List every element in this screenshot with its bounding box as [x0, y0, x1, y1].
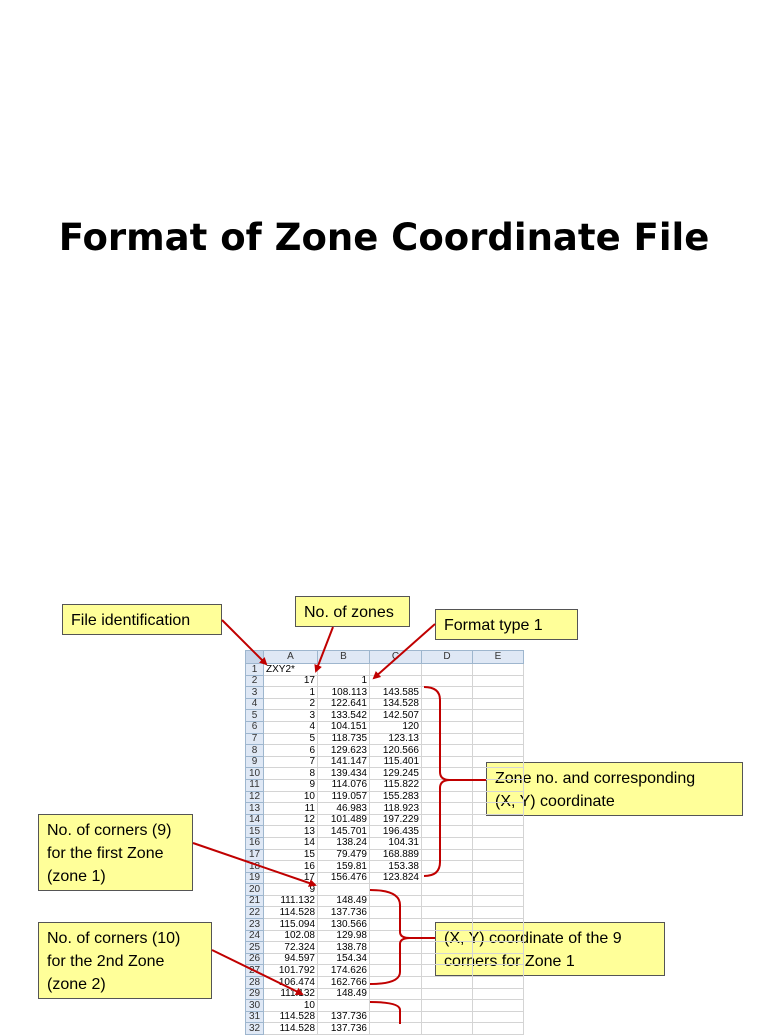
cell[interactable]: 141.147 [318, 756, 370, 768]
cell[interactable] [473, 837, 524, 849]
table-row [246, 861, 524, 873]
column-header-a[interactable]: A [264, 651, 318, 664]
cell[interactable] [473, 884, 524, 896]
cell[interactable] [422, 1011, 473, 1023]
table-row [246, 919, 524, 931]
row-header[interactable]: 7 [246, 733, 264, 745]
row-header[interactable]: 28 [246, 977, 264, 989]
row-header[interactable]: 10 [246, 768, 264, 780]
table-row [246, 930, 524, 942]
cell[interactable] [370, 675, 422, 687]
row-header[interactable]: 32 [246, 1023, 264, 1035]
row-header[interactable]: 31 [246, 1011, 264, 1023]
cell[interactable] [473, 1000, 524, 1012]
cell[interactable]: 9 [264, 884, 318, 896]
cell[interactable] [473, 965, 524, 977]
cell[interactable] [422, 826, 473, 838]
column-header-b[interactable]: B [318, 651, 370, 664]
cell[interactable] [422, 791, 473, 803]
cell[interactable]: 15 [264, 849, 318, 861]
callout-format-type [435, 609, 578, 640]
row-header[interactable]: 18 [246, 861, 264, 873]
cell[interactable] [370, 965, 422, 977]
cell[interactable] [370, 1023, 422, 1035]
table-row [246, 698, 524, 710]
row-header[interactable]: 23 [246, 919, 264, 931]
cell[interactable] [473, 791, 524, 803]
cell[interactable]: 1 [264, 687, 318, 699]
cell[interactable] [473, 803, 524, 815]
table-row [246, 1011, 524, 1023]
cell[interactable]: 114.528 [264, 1011, 318, 1023]
cell[interactable]: 162.766 [318, 977, 370, 989]
cell[interactable] [422, 803, 473, 815]
cell[interactable]: 108.113 [318, 687, 370, 699]
table-row [246, 664, 524, 676]
column-header-e[interactable]: E [473, 651, 524, 664]
cell[interactable]: 2 [264, 698, 318, 710]
cell[interactable]: 104.151 [318, 721, 370, 733]
table-row [246, 907, 524, 919]
cell[interactable] [422, 837, 473, 849]
table-row [246, 768, 524, 780]
row-header[interactable]: 19 [246, 872, 264, 884]
cell[interactable] [422, 814, 473, 826]
table-row [246, 687, 524, 699]
cell[interactable] [473, 733, 524, 745]
cell[interactable]: 134.528 [370, 698, 422, 710]
cell[interactable] [473, 942, 524, 954]
cell[interactable]: 6 [264, 745, 318, 757]
cell[interactable] [422, 721, 473, 733]
cell[interactable] [473, 895, 524, 907]
cell[interactable]: 12 [264, 814, 318, 826]
callout-corners-second-zone [38, 922, 212, 999]
row-header[interactable]: 16 [246, 837, 264, 849]
cell[interactable]: 130.566 [318, 919, 370, 931]
cell[interactable] [473, 953, 524, 965]
row-header[interactable]: 20 [246, 884, 264, 896]
cell[interactable]: 197.229 [370, 814, 422, 826]
callout-line: (X, Y) coordinate [495, 793, 615, 810]
cell[interactable]: 115.094 [264, 919, 318, 931]
cell[interactable] [422, 977, 473, 989]
table-row [246, 675, 524, 687]
cell[interactable] [422, 965, 473, 977]
cell[interactable]: 154.34 [318, 953, 370, 965]
cell[interactable] [422, 733, 473, 745]
cell[interactable]: 94.597 [264, 953, 318, 965]
cell[interactable] [370, 1000, 422, 1012]
table-row [246, 733, 524, 745]
cell[interactable]: 7 [264, 756, 318, 768]
table-row [246, 826, 524, 838]
cell[interactable]: 3 [264, 710, 318, 722]
cell[interactable]: 156.476 [318, 872, 370, 884]
cell[interactable]: 129.245 [370, 768, 422, 780]
cell[interactable] [473, 907, 524, 919]
callout-zone-coordinates [486, 762, 743, 816]
row-header[interactable]: 11 [246, 779, 264, 791]
cell[interactable] [473, 977, 524, 989]
cell[interactable]: 118.923 [370, 803, 422, 815]
cell[interactable] [370, 930, 422, 942]
callout-line: (X, Y) coordinate of the 9 [444, 930, 622, 947]
table-row [246, 756, 524, 768]
table-row [246, 1000, 524, 1012]
cell[interactable] [318, 1000, 370, 1012]
row-header[interactable]: 26 [246, 953, 264, 965]
cell[interactable]: 137.736 [318, 1011, 370, 1023]
cell[interactable]: 129.98 [318, 930, 370, 942]
row-header[interactable]: 25 [246, 942, 264, 954]
cell[interactable]: 118.735 [318, 733, 370, 745]
cell[interactable]: 1 [318, 675, 370, 687]
cell[interactable] [473, 698, 524, 710]
cell[interactable] [318, 664, 370, 676]
cell[interactable]: 174.626 [318, 965, 370, 977]
column-header-row [246, 651, 524, 664]
cell[interactable]: 102.08 [264, 930, 318, 942]
cell[interactable]: 17 [264, 872, 318, 884]
cell[interactable]: 101.489 [318, 814, 370, 826]
table-row [246, 803, 524, 815]
cell[interactable] [473, 872, 524, 884]
cell[interactable]: 13 [264, 826, 318, 838]
table-row [246, 872, 524, 884]
cell[interactable] [473, 826, 524, 838]
cell[interactable] [473, 930, 524, 942]
callout-line: No. of corners (10) [47, 930, 181, 947]
cell[interactable]: 17 [264, 675, 318, 687]
callout-line: for the 2nd Zone [47, 953, 165, 970]
callout-text: Format type 1 [444, 617, 543, 634]
row-header[interactable]: 2 [246, 675, 264, 687]
cell[interactable]: 11 [264, 803, 318, 815]
callout-text: File identification [71, 612, 191, 629]
cell[interactable]: 129.623 [318, 745, 370, 757]
cell[interactable]: 10 [264, 791, 318, 803]
cell[interactable] [422, 664, 473, 676]
table-row [246, 965, 524, 977]
cell[interactable] [473, 664, 524, 676]
cell[interactable]: 133.542 [318, 710, 370, 722]
cell[interactable]: 143.585 [370, 687, 422, 699]
row-header[interactable]: 3 [246, 687, 264, 699]
cell[interactable] [422, 907, 473, 919]
cell[interactable]: 138.24 [318, 837, 370, 849]
table-row [246, 779, 524, 791]
cell[interactable]: 120 [370, 721, 422, 733]
row-header[interactable]: 29 [246, 988, 264, 1000]
cell[interactable] [422, 675, 473, 687]
cell[interactable] [473, 745, 524, 757]
cell[interactable]: 122.641 [318, 698, 370, 710]
cell[interactable] [370, 884, 422, 896]
cell[interactable] [473, 756, 524, 768]
row-header[interactable]: 22 [246, 907, 264, 919]
cell[interactable]: 137.736 [318, 1023, 370, 1035]
cell[interactable] [422, 768, 473, 780]
cell[interactable] [370, 907, 422, 919]
cell[interactable] [473, 721, 524, 733]
cell[interactable] [422, 884, 473, 896]
cell[interactable] [370, 664, 422, 676]
table-row [246, 953, 524, 965]
cell[interactable] [422, 756, 473, 768]
cell[interactable]: 106.474 [264, 977, 318, 989]
cell[interactable]: 10 [264, 1000, 318, 1012]
table-row [246, 849, 524, 861]
cell[interactable]: 148.49 [318, 895, 370, 907]
table-row [246, 837, 524, 849]
cell[interactable] [422, 872, 473, 884]
callout-line: Zone no. and corresponding [495, 770, 696, 787]
cell[interactable]: 114.076 [318, 779, 370, 791]
row-header[interactable]: 12 [246, 791, 264, 803]
cell[interactable]: 72.324 [264, 942, 318, 954]
cell[interactable] [473, 861, 524, 873]
cell[interactable]: 115.401 [370, 756, 422, 768]
cell[interactable]: 120.566 [370, 745, 422, 757]
row-header[interactable]: 15 [246, 826, 264, 838]
slide-title: Format of Zone Coordinate File [58, 216, 710, 259]
row-header[interactable]: 5 [246, 710, 264, 722]
row-header[interactable]: 8 [246, 745, 264, 757]
cell[interactable]: 142.507 [370, 710, 422, 722]
cell[interactable] [473, 768, 524, 780]
cell[interactable]: 8 [264, 768, 318, 780]
callout-line: No. of corners (9) [47, 822, 172, 839]
callout-text: No. of zones [304, 604, 394, 621]
row-header[interactable]: 1 [246, 664, 264, 676]
cell[interactable] [473, 814, 524, 826]
cell[interactable] [422, 895, 473, 907]
cell[interactable] [422, 930, 473, 942]
cell[interactable] [473, 710, 524, 722]
table-row [246, 977, 524, 989]
row-header[interactable]: 21 [246, 895, 264, 907]
cell[interactable] [422, 861, 473, 873]
cell[interactable]: 119.057 [318, 791, 370, 803]
cell[interactable] [370, 988, 422, 1000]
cell[interactable]: 104.31 [370, 837, 422, 849]
cell[interactable] [370, 1011, 422, 1023]
cell[interactable] [422, 710, 473, 722]
cell[interactable] [318, 884, 370, 896]
row-header[interactable]: 17 [246, 849, 264, 861]
cell[interactable]: 137.736 [318, 907, 370, 919]
callout-file-identification [62, 604, 222, 635]
cell[interactable] [422, 953, 473, 965]
table-row [246, 814, 524, 826]
cell[interactable] [473, 779, 524, 791]
cell[interactable] [370, 953, 422, 965]
row-header[interactable]: 14 [246, 814, 264, 826]
cell[interactable] [422, 1000, 473, 1012]
column-header-d[interactable]: D [422, 651, 473, 664]
column-header-c[interactable]: C [370, 651, 422, 664]
cell[interactable] [422, 849, 473, 861]
table-row [246, 884, 524, 896]
cell[interactable] [473, 849, 524, 861]
table-row [246, 988, 524, 1000]
row-header[interactable]: 4 [246, 698, 264, 710]
cell[interactable]: 111.132 [264, 895, 318, 907]
cell[interactable]: 14 [264, 837, 318, 849]
cell[interactable] [422, 779, 473, 791]
cell[interactable]: 153.38 [370, 861, 422, 873]
cell[interactable]: 101.792 [264, 965, 318, 977]
row-header[interactable]: 13 [246, 803, 264, 815]
cell[interactable] [473, 1011, 524, 1023]
table-row [246, 745, 524, 757]
cell[interactable] [370, 942, 422, 954]
cell[interactable]: 79.479 [318, 849, 370, 861]
cell[interactable] [422, 1023, 473, 1035]
row-header[interactable]: 6 [246, 721, 264, 733]
cell[interactable] [370, 919, 422, 931]
table-row [246, 791, 524, 803]
table-row [246, 1023, 524, 1035]
callout-line: for the first Zone [47, 845, 164, 862]
row-header[interactable]: 9 [246, 756, 264, 768]
cell[interactable] [370, 895, 422, 907]
callout-corners-first-zone [38, 814, 193, 891]
cell[interactable] [422, 942, 473, 954]
callout-number-of-zones [295, 596, 410, 627]
cell[interactable]: 46.983 [318, 803, 370, 815]
cell[interactable]: 196.435 [370, 826, 422, 838]
cell[interactable]: 9 [264, 779, 318, 791]
cell[interactable]: 148.49 [318, 988, 370, 1000]
cell[interactable]: 155.283 [370, 791, 422, 803]
select-all-corner[interactable] [246, 651, 264, 664]
cell[interactable] [422, 698, 473, 710]
cell[interactable] [473, 919, 524, 931]
cell[interactable]: 114.528 [264, 907, 318, 919]
cell[interactable] [473, 1023, 524, 1035]
cell[interactable]: 123.824 [370, 872, 422, 884]
cell[interactable] [422, 919, 473, 931]
cell[interactable]: 5 [264, 733, 318, 745]
cell[interactable]: 159.81 [318, 861, 370, 873]
cell[interactable]: 123.13 [370, 733, 422, 745]
cell[interactable]: ZXY2* [264, 664, 318, 676]
row-header[interactable]: 27 [246, 965, 264, 977]
cell[interactable]: 115.822 [370, 779, 422, 791]
table-row [246, 710, 524, 722]
table-row [246, 895, 524, 907]
cell[interactable] [422, 988, 473, 1000]
cell[interactable]: 145.701 [318, 826, 370, 838]
cell[interactable]: 139.434 [318, 768, 370, 780]
row-header[interactable]: 24 [246, 930, 264, 942]
cell[interactable] [473, 675, 524, 687]
table-row [246, 942, 524, 954]
cell[interactable] [422, 687, 473, 699]
spreadsheet [245, 650, 523, 1035]
cell[interactable] [370, 977, 422, 989]
table-row [246, 721, 524, 733]
cell[interactable] [422, 745, 473, 757]
cell[interactable]: 138.78 [318, 942, 370, 954]
cell[interactable] [473, 687, 524, 699]
cell[interactable] [473, 988, 524, 1000]
cell[interactable]: 168.889 [370, 849, 422, 861]
cell[interactable]: 111.132 [264, 988, 318, 1000]
callout-line: (zone 1) [47, 868, 106, 885]
cell[interactable]: 4 [264, 721, 318, 733]
callout-line: corners for Zone 1 [444, 953, 575, 970]
cell[interactable]: 114.528 [264, 1023, 318, 1035]
row-header[interactable]: 30 [246, 1000, 264, 1012]
callout-line: (zone 2) [47, 976, 106, 993]
cell[interactable]: 16 [264, 861, 318, 873]
